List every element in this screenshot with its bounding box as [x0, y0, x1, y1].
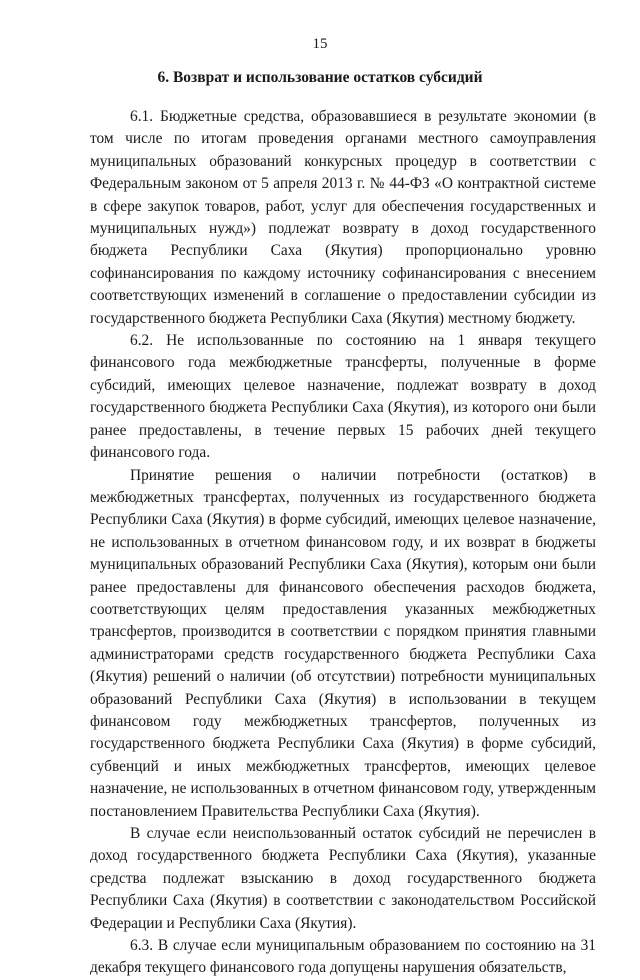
- paragraph-6-1: 6.1. Бюджетные средства, образовавшиеся в результате экономии (в том числе по итогам проведения органами местного самоуправления муниципальных образований конкурсных процедур в соответствии с Федеральным законом от 5 апреля 2013 г. № 44-ФЗ «О контрактной системе в сфере закупок товаров, работ, услуг для обеспечения государственных и муниципальных нужд») подлежат возврату в доход государственного бюджета Республики Саха (Якутия) пропорционально уровню софинансирования по каждому источнику софинансирования с внесением соответствующих изменений в соглашение о предоставлении субсидии из государственного бюджета Республики Саха (Якутия) местному бюджету.: [90, 108, 596, 327]
- section-heading: 6. Возврат и использование остатков субсидий: [157, 69, 483, 86]
- paragraph-recovery: В случае если неиспользованный остаток субсидий не перечислен в доход государственного бюджета Республики Саха (Якутия), указанные средства подлежат взысканию в доход государственного бюджета Республики Саха (Якутия) в соответствии с законодательством Российской Федерации и Республики Саха (Якутия).: [90, 825, 596, 932]
- page-number: 15: [312, 36, 328, 52]
- paragraph-6-3: 6.3. В случае если муниципальным образованием по состоянию на 31 декабря текущего финансового года допущены нарушения обязательств,: [90, 937, 596, 977]
- paragraph-6-2: 6.2. Не использованные по состоянию на 1 января текущего финансового года межбюджетные трансферты, полученные в форме субсидий, имеющих целевое назначение, подлежат возврату в доход государственного бюджета Республики Саха (Якутия), из которого они были ранее предоставлены, в течение первых 15 рабочих дней текущего финансового года.: [90, 332, 596, 462]
- paragraph-decision: Принятие решения о наличии потребности (остатков) в межбюджетных трансфертах, полученных из государственного бюджета Республики Саха (Якутия) в форме субсидий, имеющих целевое назначение, не использованных в отчетном финансовом году, и их возврат в бюджеты муниципальных образований Республики Саха (Якутия), которым они были ранее предоставлены для финансового обеспечения расходов бюджета, соответствующих целям предоставления указанных межбюджетных трансфертов, производится в соответствии с порядком принятия главными администраторами средств государственного бюджета Республики Саха (Якутия) решений о наличии (об отсутствии) потребности муниципальных образований Республики Саха (Якутия) в использовании в текущем финансовом году межбюджетных трансфертов, полученных из государственного бюджета Республики Саха (Якутия) в форме субсидий, субвенций и иных межбюджетных трансфертов, имеющих целевое назначение, не использованных в отчетном финансовом году, утвержденным постановлением Правительства Республики Саха (Якутия).: [90, 466, 596, 820]
- section-body: [90, 106, 596, 980]
